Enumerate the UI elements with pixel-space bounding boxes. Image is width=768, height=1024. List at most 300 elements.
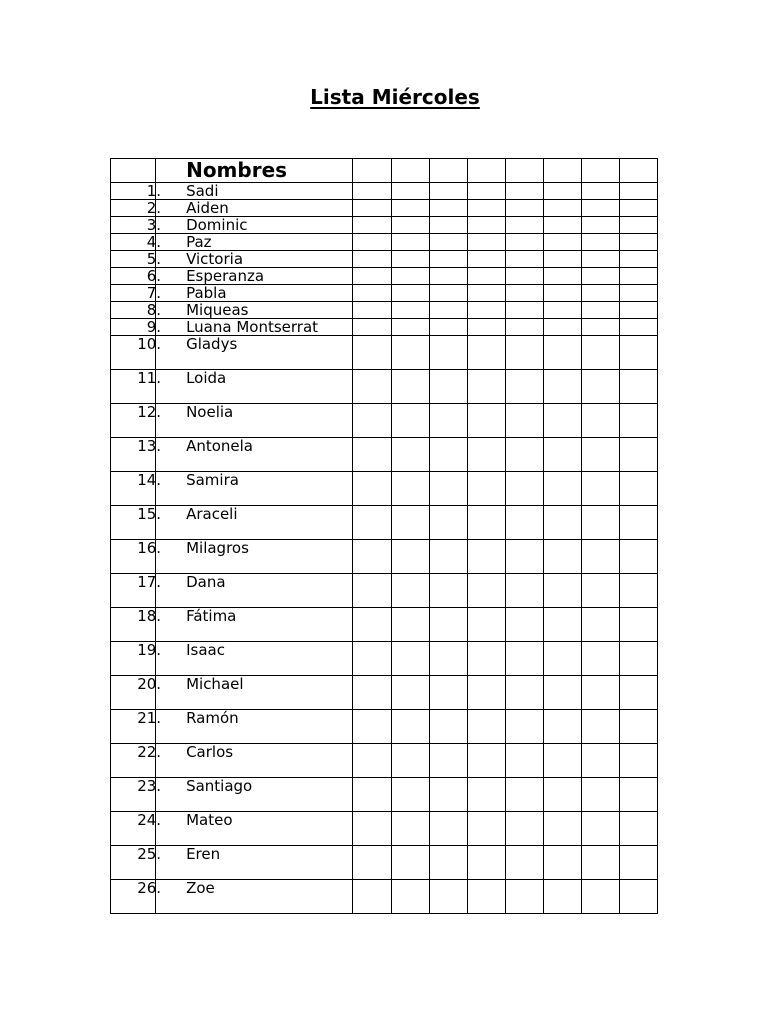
header-check-cell xyxy=(391,159,429,183)
attendance-check-cell xyxy=(353,438,391,472)
row-number: 10. xyxy=(137,335,162,353)
attendance-check-cell xyxy=(505,217,543,234)
attendance-check-cell xyxy=(429,404,467,438)
attendance-check-cell xyxy=(391,251,429,268)
attendance-check-cell xyxy=(391,880,429,914)
attendance-check-cell xyxy=(429,880,467,914)
attendance-check-cell xyxy=(619,183,657,200)
attendance-check-cell xyxy=(619,710,657,744)
attendance-check-cell xyxy=(581,370,619,404)
attendance-check-cell xyxy=(619,285,657,302)
table-row xyxy=(111,540,658,574)
attendance-check-cell xyxy=(581,642,619,676)
attendance-check-cell xyxy=(581,438,619,472)
attendance-check-cell xyxy=(619,676,657,710)
attendance-table-body xyxy=(111,159,658,914)
attendance-check-cell xyxy=(391,540,429,574)
attendance-check-cell xyxy=(391,370,429,404)
table-header-row xyxy=(111,159,658,183)
attendance-check-cell xyxy=(505,540,543,574)
row-number: 24. xyxy=(137,811,162,829)
attendance-check-cell xyxy=(429,676,467,710)
row-number: 22. xyxy=(137,743,162,761)
attendance-check-cell xyxy=(581,217,619,234)
attendance-check-cell xyxy=(581,251,619,268)
row-number-cell xyxy=(111,403,162,438)
attendance-check-cell xyxy=(353,540,391,574)
attendance-check-cell xyxy=(581,302,619,319)
row-number: 21. xyxy=(137,709,162,727)
attendance-check-cell xyxy=(619,744,657,778)
attendance-check-cell xyxy=(619,370,657,404)
attendance-check-cell xyxy=(467,472,505,506)
attendance-check-cell xyxy=(391,234,429,251)
row-number: 2. xyxy=(146,199,162,217)
attendance-check-cell xyxy=(429,506,467,540)
attendance-check-cell xyxy=(467,251,505,268)
student-name: Dana xyxy=(156,574,353,608)
attendance-check-cell xyxy=(429,438,467,472)
attendance-check-cell xyxy=(391,319,429,336)
attendance-check-cell xyxy=(353,778,391,812)
attendance-check-cell xyxy=(391,472,429,506)
attendance-check-cell xyxy=(505,319,543,336)
attendance-check-cell xyxy=(619,778,657,812)
attendance-check-cell xyxy=(581,404,619,438)
attendance-check-cell xyxy=(353,336,391,370)
attendance-check-cell xyxy=(505,302,543,319)
row-number-cell xyxy=(111,199,162,217)
row-number: 15. xyxy=(137,505,162,523)
attendance-check-cell xyxy=(543,472,581,506)
attendance-check-cell xyxy=(467,710,505,744)
student-name: Samira xyxy=(156,472,353,506)
row-number-cell xyxy=(111,301,162,319)
table-row xyxy=(111,676,658,710)
attendance-check-cell xyxy=(467,812,505,846)
attendance-check-cell xyxy=(543,540,581,574)
row-number-cell xyxy=(111,709,162,744)
attendance-check-cell xyxy=(391,336,429,370)
row-number: 25. xyxy=(137,845,162,863)
attendance-check-cell xyxy=(391,200,429,217)
student-name: Michael xyxy=(156,676,353,710)
attendance-check-cell xyxy=(429,336,467,370)
attendance-check-cell xyxy=(353,319,391,336)
attendance-check-cell xyxy=(353,506,391,540)
attendance-check-cell xyxy=(581,200,619,217)
attendance-check-cell xyxy=(391,642,429,676)
attendance-check-cell xyxy=(467,336,505,370)
attendance-check-cell xyxy=(391,506,429,540)
attendance-check-cell xyxy=(581,880,619,914)
row-number-cell xyxy=(111,335,162,370)
row-number-cell xyxy=(111,505,162,540)
attendance-check-cell xyxy=(429,472,467,506)
attendance-check-cell xyxy=(391,710,429,744)
attendance-check-cell xyxy=(467,302,505,319)
attendance-check-cell xyxy=(429,302,467,319)
attendance-check-cell xyxy=(353,217,391,234)
table-row xyxy=(111,200,658,217)
attendance-check-cell xyxy=(619,846,657,880)
attendance-check-cell xyxy=(543,404,581,438)
attendance-check-cell xyxy=(619,251,657,268)
attendance-check-cell xyxy=(581,778,619,812)
header-check-cell xyxy=(581,159,619,183)
row-number-cell xyxy=(111,675,162,710)
attendance-check-cell xyxy=(581,710,619,744)
row-number-cell xyxy=(111,607,162,642)
row-number-cell xyxy=(111,845,162,880)
attendance-check-cell xyxy=(581,540,619,574)
student-name: Miqueas xyxy=(156,302,353,319)
attendance-check-cell xyxy=(505,744,543,778)
attendance-check-cell xyxy=(353,404,391,438)
attendance-check-cell xyxy=(467,574,505,608)
table-row xyxy=(111,846,658,880)
row-number: 3. xyxy=(146,216,162,234)
student-name: Noelia xyxy=(156,404,353,438)
table-row xyxy=(111,778,658,812)
attendance-check-cell xyxy=(429,778,467,812)
attendance-check-cell xyxy=(619,642,657,676)
table-row xyxy=(111,404,658,438)
attendance-check-cell xyxy=(353,472,391,506)
row-number: 16. xyxy=(137,539,162,557)
attendance-check-cell xyxy=(467,285,505,302)
attendance-check-cell xyxy=(391,302,429,319)
row-number-cell xyxy=(111,471,162,506)
attendance-check-cell xyxy=(581,336,619,370)
student-name: Sadi xyxy=(156,183,353,200)
attendance-check-cell xyxy=(543,778,581,812)
attendance-check-cell xyxy=(543,268,581,285)
attendance-check-cell xyxy=(429,319,467,336)
attendance-check-cell xyxy=(429,268,467,285)
attendance-check-cell xyxy=(543,200,581,217)
attendance-check-cell xyxy=(543,251,581,268)
attendance-check-cell xyxy=(505,710,543,744)
attendance-check-cell xyxy=(391,676,429,710)
attendance-check-cell xyxy=(353,574,391,608)
attendance-check-cell xyxy=(353,234,391,251)
attendance-check-cell xyxy=(581,319,619,336)
attendance-check-cell xyxy=(353,642,391,676)
table-row xyxy=(111,234,658,251)
attendance-check-cell xyxy=(353,370,391,404)
attendance-check-cell xyxy=(543,812,581,846)
row-number-cell xyxy=(111,216,162,234)
attendance-check-cell xyxy=(543,608,581,642)
row-number-cell xyxy=(111,267,162,285)
attendance-check-cell xyxy=(543,438,581,472)
student-name: Ramón xyxy=(156,710,353,744)
attendance-check-cell xyxy=(391,574,429,608)
attendance-check-cell xyxy=(353,676,391,710)
attendance-check-cell xyxy=(467,778,505,812)
attendance-check-cell xyxy=(467,370,505,404)
attendance-check-cell xyxy=(581,676,619,710)
attendance-check-cell xyxy=(391,268,429,285)
attendance-check-cell xyxy=(619,506,657,540)
attendance-check-cell xyxy=(619,319,657,336)
attendance-check-cell xyxy=(429,183,467,200)
attendance-check-cell xyxy=(467,234,505,251)
table-row xyxy=(111,438,658,472)
table-row xyxy=(111,574,658,608)
row-number: 11. xyxy=(137,369,162,387)
table-row xyxy=(111,268,658,285)
attendance-check-cell xyxy=(543,217,581,234)
attendance-check-cell xyxy=(505,574,543,608)
attendance-check-cell xyxy=(429,608,467,642)
attendance-check-cell xyxy=(619,540,657,574)
student-name: Eren xyxy=(156,846,353,880)
table-row xyxy=(111,183,658,200)
row-number: 12. xyxy=(137,403,162,421)
table-row xyxy=(111,710,658,744)
attendance-check-cell xyxy=(543,676,581,710)
attendance-check-cell xyxy=(619,217,657,234)
student-name: Pabla xyxy=(156,285,353,302)
row-number: 9. xyxy=(146,318,162,336)
row-number-cell xyxy=(111,369,162,404)
header-check-cell xyxy=(543,159,581,183)
attendance-check-cell xyxy=(543,336,581,370)
row-number-cell xyxy=(111,641,162,676)
attendance-check-cell xyxy=(391,438,429,472)
attendance-check-cell xyxy=(581,744,619,778)
row-number: 26. xyxy=(137,879,162,897)
attendance-check-cell xyxy=(581,846,619,880)
table-row xyxy=(111,744,658,778)
attendance-check-cell xyxy=(505,268,543,285)
attendance-check-cell xyxy=(467,217,505,234)
table-row xyxy=(111,336,658,370)
attendance-check-cell xyxy=(619,268,657,285)
attendance-check-cell xyxy=(353,744,391,778)
attendance-check-cell xyxy=(505,370,543,404)
attendance-check-cell xyxy=(543,302,581,319)
attendance-check-cell xyxy=(619,200,657,217)
attendance-check-cell xyxy=(543,234,581,251)
attendance-check-cell xyxy=(353,302,391,319)
attendance-check-cell xyxy=(581,608,619,642)
attendance-check-cell xyxy=(619,812,657,846)
table-row xyxy=(111,506,658,540)
table-row xyxy=(111,812,658,846)
attendance-check-cell xyxy=(467,642,505,676)
header-check-cell xyxy=(619,159,657,183)
attendance-check-cell xyxy=(353,200,391,217)
attendance-check-cell xyxy=(619,574,657,608)
attendance-check-cell xyxy=(391,744,429,778)
attendance-check-cell xyxy=(429,812,467,846)
attendance-check-cell xyxy=(581,506,619,540)
row-number-cell xyxy=(111,743,162,778)
attendance-check-cell xyxy=(505,812,543,846)
row-number-cell xyxy=(111,182,162,200)
row-number-cell xyxy=(111,811,162,846)
table-row xyxy=(111,319,658,336)
row-number-cell xyxy=(111,539,162,574)
attendance-check-cell xyxy=(505,336,543,370)
header-number-cell xyxy=(111,159,156,183)
attendance-check-cell xyxy=(505,642,543,676)
row-number: 8. xyxy=(146,301,162,319)
attendance-check-cell xyxy=(353,285,391,302)
attendance-check-cell xyxy=(391,812,429,846)
table-row xyxy=(111,880,658,914)
attendance-check-cell xyxy=(429,642,467,676)
attendance-check-cell xyxy=(467,200,505,217)
student-name: Araceli xyxy=(156,506,353,540)
row-number: 14. xyxy=(137,471,162,489)
attendance-check-cell xyxy=(353,608,391,642)
header-check-cell xyxy=(467,159,505,183)
student-name: Mateo xyxy=(156,812,353,846)
attendance-check-cell xyxy=(467,438,505,472)
attendance-check-cell xyxy=(391,285,429,302)
row-number: 19. xyxy=(137,641,162,659)
student-name: Fátima xyxy=(156,608,353,642)
attendance-check-cell xyxy=(467,506,505,540)
attendance-check-cell xyxy=(429,251,467,268)
student-name: Isaac xyxy=(156,642,353,676)
attendance-check-cell xyxy=(505,234,543,251)
attendance-check-cell xyxy=(505,880,543,914)
attendance-check-cell xyxy=(543,574,581,608)
attendance-check-cell xyxy=(429,710,467,744)
attendance-check-cell xyxy=(467,880,505,914)
student-name: Loida xyxy=(156,370,353,404)
row-number: 23. xyxy=(137,777,162,795)
attendance-check-cell xyxy=(619,608,657,642)
row-number: 17. xyxy=(137,573,162,591)
page-title: Lista Miércoles xyxy=(310,85,480,109)
table-row xyxy=(111,608,658,642)
attendance-check-cell xyxy=(429,540,467,574)
row-number: 18. xyxy=(137,607,162,625)
attendance-check-cell xyxy=(619,880,657,914)
student-name: Zoe xyxy=(156,880,353,914)
row-number-cell xyxy=(111,250,162,268)
student-name: Antonela xyxy=(156,438,353,472)
row-number: 13. xyxy=(137,437,162,455)
attendance-check-cell xyxy=(619,472,657,506)
header-check-cell xyxy=(353,159,391,183)
table-row xyxy=(111,472,658,506)
attendance-check-cell xyxy=(619,234,657,251)
attendance-check-cell xyxy=(429,234,467,251)
attendance-check-cell xyxy=(543,710,581,744)
attendance-check-cell xyxy=(581,183,619,200)
header-check-cell xyxy=(505,159,543,183)
attendance-check-cell xyxy=(467,319,505,336)
attendance-check-cell xyxy=(429,370,467,404)
attendance-check-cell xyxy=(505,778,543,812)
attendance-check-cell xyxy=(467,268,505,285)
row-number: 4. xyxy=(146,233,162,251)
attendance-check-cell xyxy=(467,183,505,200)
header-check-cell xyxy=(429,159,467,183)
row-number-cell xyxy=(111,284,162,302)
attendance-table xyxy=(110,158,658,914)
attendance-check-cell xyxy=(467,540,505,574)
table-row xyxy=(111,642,658,676)
attendance-check-cell xyxy=(353,268,391,285)
attendance-check-cell xyxy=(505,285,543,302)
row-number: 7. xyxy=(146,284,162,302)
attendance-check-cell xyxy=(505,676,543,710)
attendance-check-cell xyxy=(543,642,581,676)
row-number-cell xyxy=(111,777,162,812)
attendance-check-cell xyxy=(429,200,467,217)
attendance-check-cell xyxy=(429,574,467,608)
attendance-check-cell xyxy=(467,676,505,710)
attendance-check-cell xyxy=(353,812,391,846)
attendance-check-cell xyxy=(467,608,505,642)
attendance-check-cell xyxy=(467,744,505,778)
attendance-check-cell xyxy=(391,846,429,880)
attendance-check-cell xyxy=(581,234,619,251)
row-number-cell xyxy=(111,437,162,472)
table-row xyxy=(111,370,658,404)
row-number: 20. xyxy=(137,675,162,693)
attendance-check-cell xyxy=(467,846,505,880)
attendance-check-cell xyxy=(353,846,391,880)
student-name: Santiago xyxy=(156,778,353,812)
attendance-check-cell xyxy=(505,472,543,506)
attendance-check-cell xyxy=(391,183,429,200)
attendance-check-cell xyxy=(543,183,581,200)
attendance-check-cell xyxy=(505,404,543,438)
student-name: Dominic xyxy=(156,217,353,234)
attendance-check-cell xyxy=(505,183,543,200)
row-number-cell xyxy=(111,318,162,336)
attendance-check-cell xyxy=(619,438,657,472)
attendance-check-cell xyxy=(581,472,619,506)
student-name: Luana Montserrat xyxy=(156,319,353,336)
attendance-check-cell xyxy=(429,744,467,778)
student-name: Paz xyxy=(156,234,353,251)
attendance-check-cell xyxy=(505,200,543,217)
attendance-check-cell xyxy=(581,574,619,608)
student-name: Aiden xyxy=(156,200,353,217)
attendance-check-cell xyxy=(543,846,581,880)
attendance-check-cell xyxy=(429,285,467,302)
attendance-check-cell xyxy=(505,608,543,642)
student-name: Carlos xyxy=(156,744,353,778)
student-name: Victoria xyxy=(156,251,353,268)
attendance-check-cell xyxy=(429,217,467,234)
attendance-check-cell xyxy=(581,268,619,285)
attendance-check-cell xyxy=(467,404,505,438)
attendance-check-cell xyxy=(353,710,391,744)
row-number: 5. xyxy=(146,250,162,268)
table-row xyxy=(111,217,658,234)
row-number: 6. xyxy=(146,267,162,285)
attendance-check-cell xyxy=(505,438,543,472)
attendance-check-cell xyxy=(391,404,429,438)
attendance-check-cell xyxy=(543,744,581,778)
row-number: 1. xyxy=(146,182,162,200)
attendance-check-cell xyxy=(505,506,543,540)
attendance-check-cell xyxy=(505,846,543,880)
attendance-check-cell xyxy=(619,404,657,438)
attendance-check-cell xyxy=(543,319,581,336)
